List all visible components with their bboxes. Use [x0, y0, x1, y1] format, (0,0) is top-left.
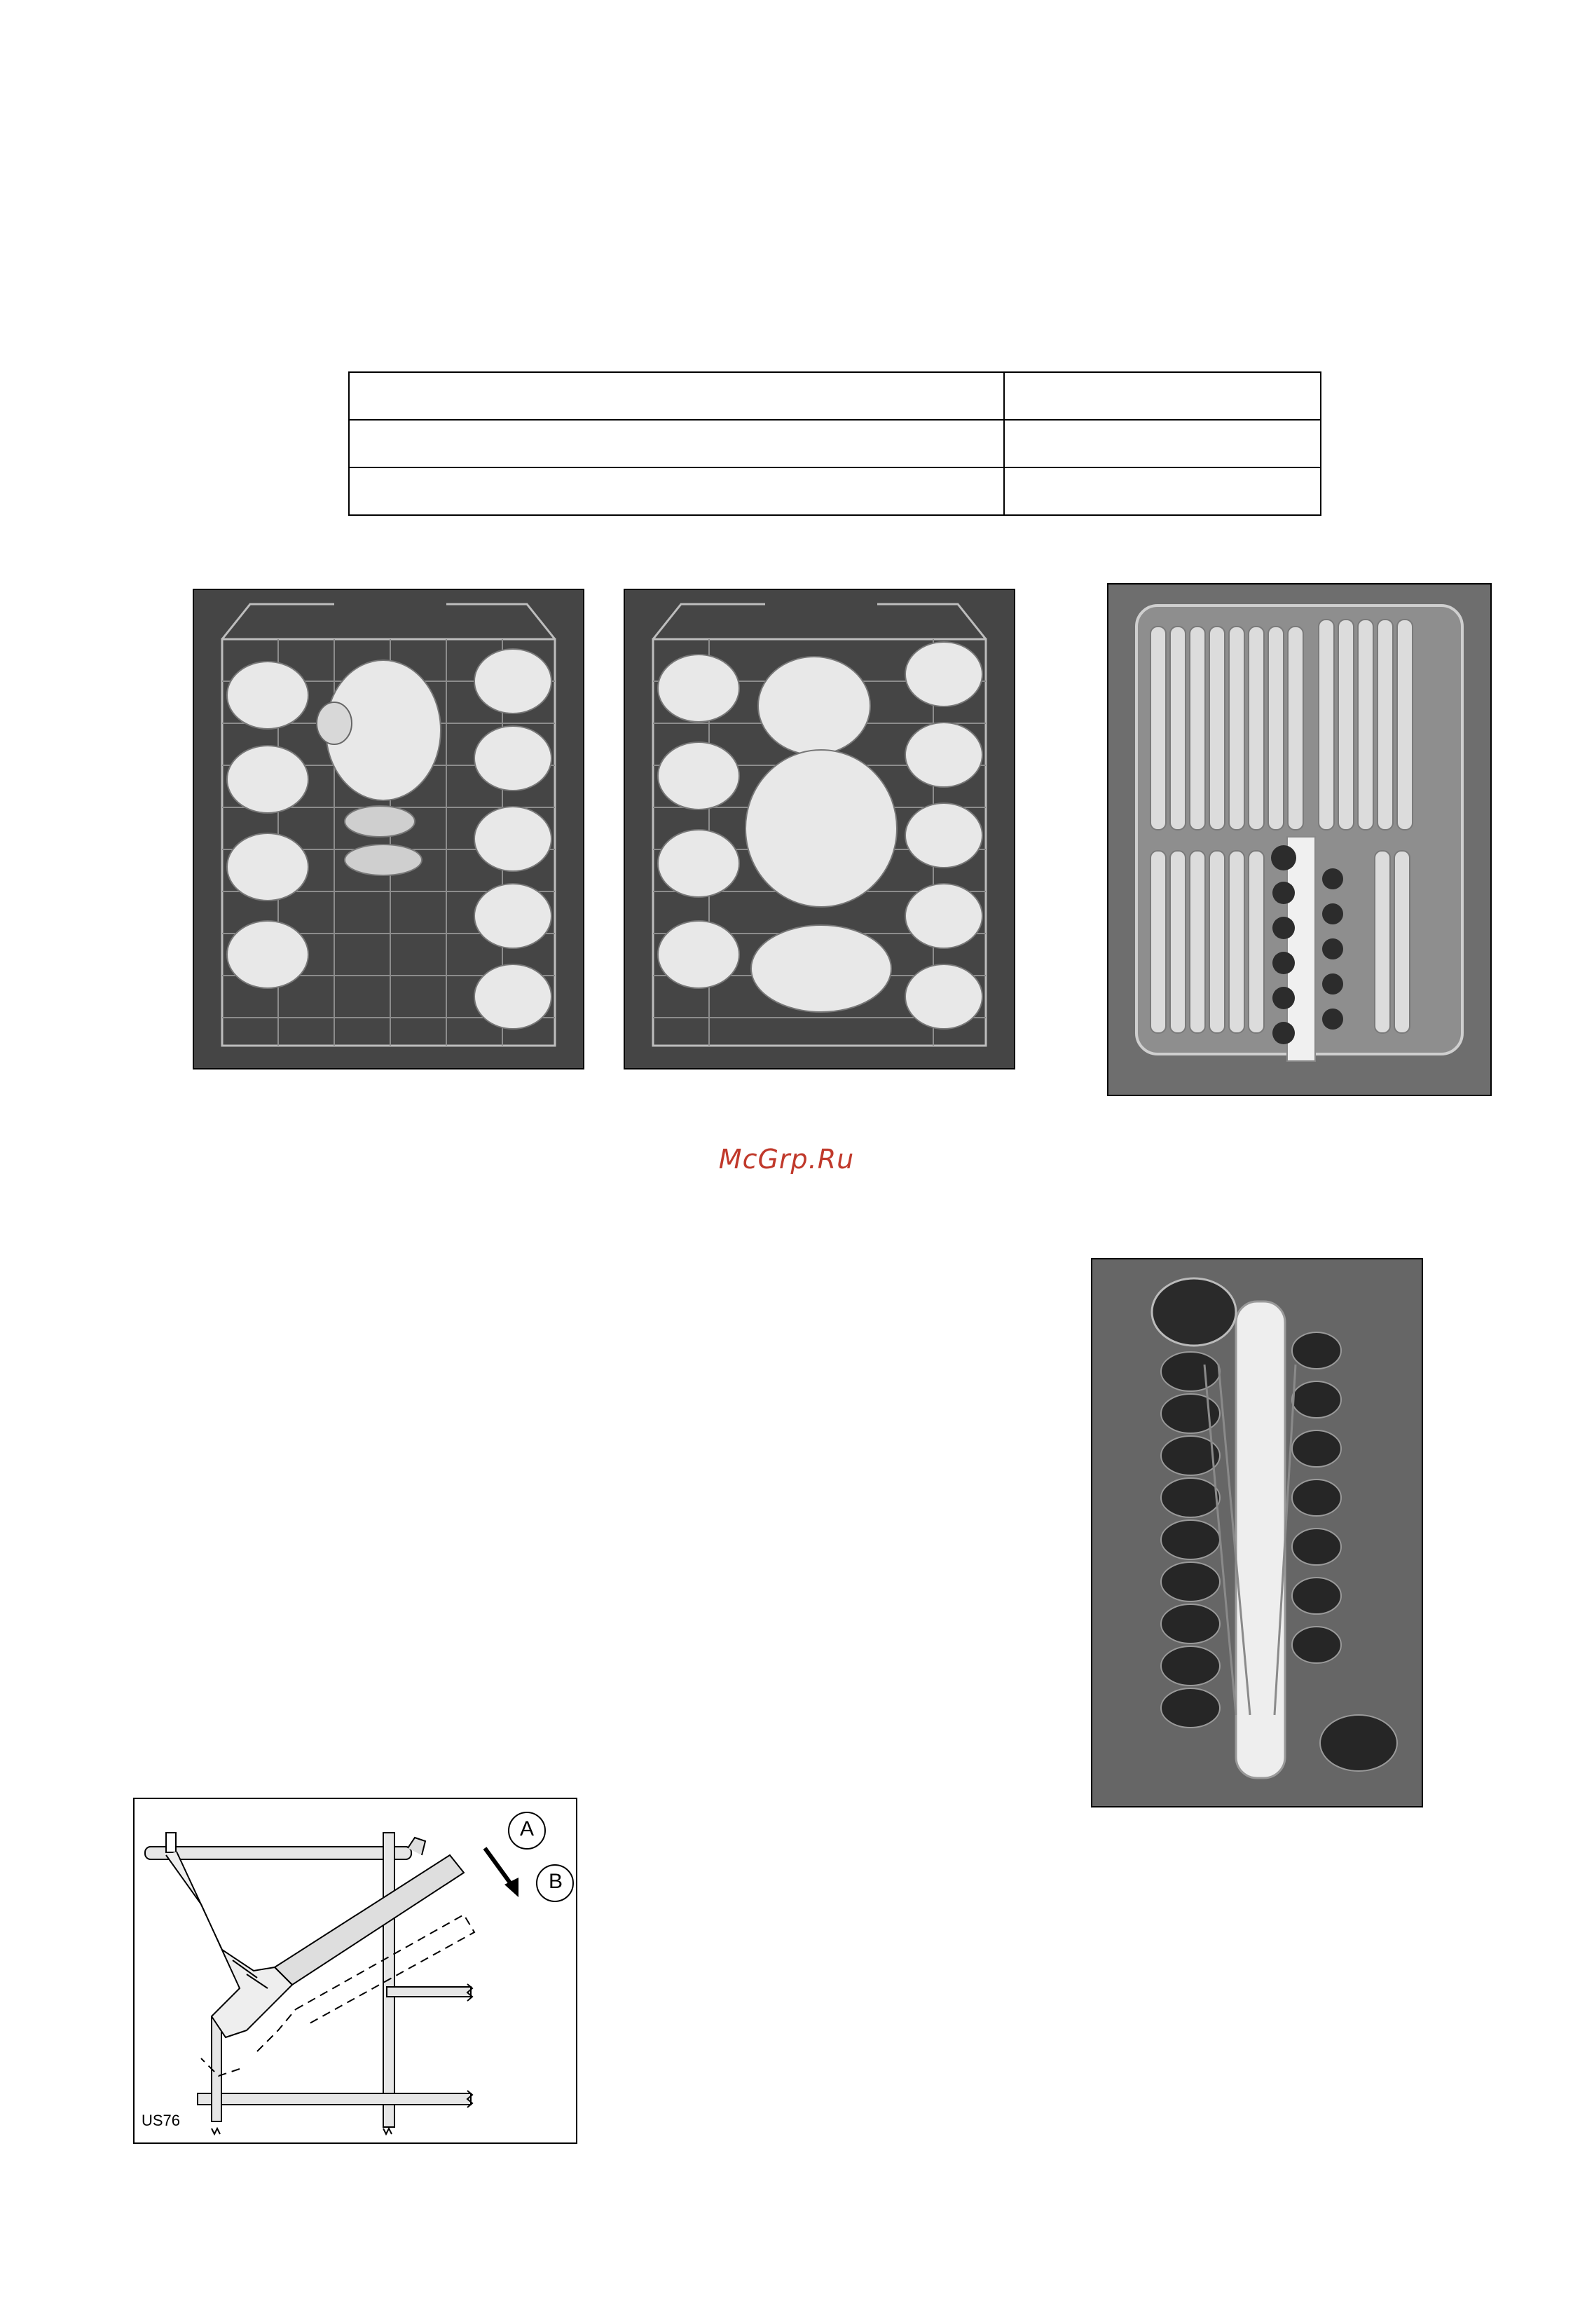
table-cell — [349, 467, 1004, 515]
plates-illustration — [1108, 585, 1490, 1095]
position-b-label: B — [549, 1870, 563, 1893]
diagram-code: US76 — [142, 2112, 181, 2129]
table-row — [349, 420, 1321, 467]
table-cell — [349, 420, 1004, 467]
basket-bowls-illustration — [625, 590, 1014, 1068]
upper-basket-photo-1 — [193, 589, 584, 1069]
table-row — [349, 467, 1321, 515]
rack-lever-drawing — [135, 1799, 576, 2142]
watermark-text: McGrp.Ru — [718, 1144, 855, 1175]
position-a-label: A — [520, 1817, 535, 1840]
cutlery-holder-photo — [1091, 1258, 1423, 1807]
spec-table — [348, 371, 1321, 516]
cutlery-illustration — [1092, 1259, 1422, 1806]
table-cell — [1004, 420, 1321, 467]
rack-adjustment-diagram — [133, 1798, 577, 2144]
table-row — [349, 372, 1321, 420]
upper-basket-photo-2 — [624, 589, 1015, 1069]
table-cell — [349, 372, 1004, 420]
lower-basket-photo — [1107, 583, 1492, 1096]
table-cell — [1004, 372, 1321, 420]
basket-cups-illustration — [194, 590, 583, 1068]
table-cell — [1004, 467, 1321, 515]
